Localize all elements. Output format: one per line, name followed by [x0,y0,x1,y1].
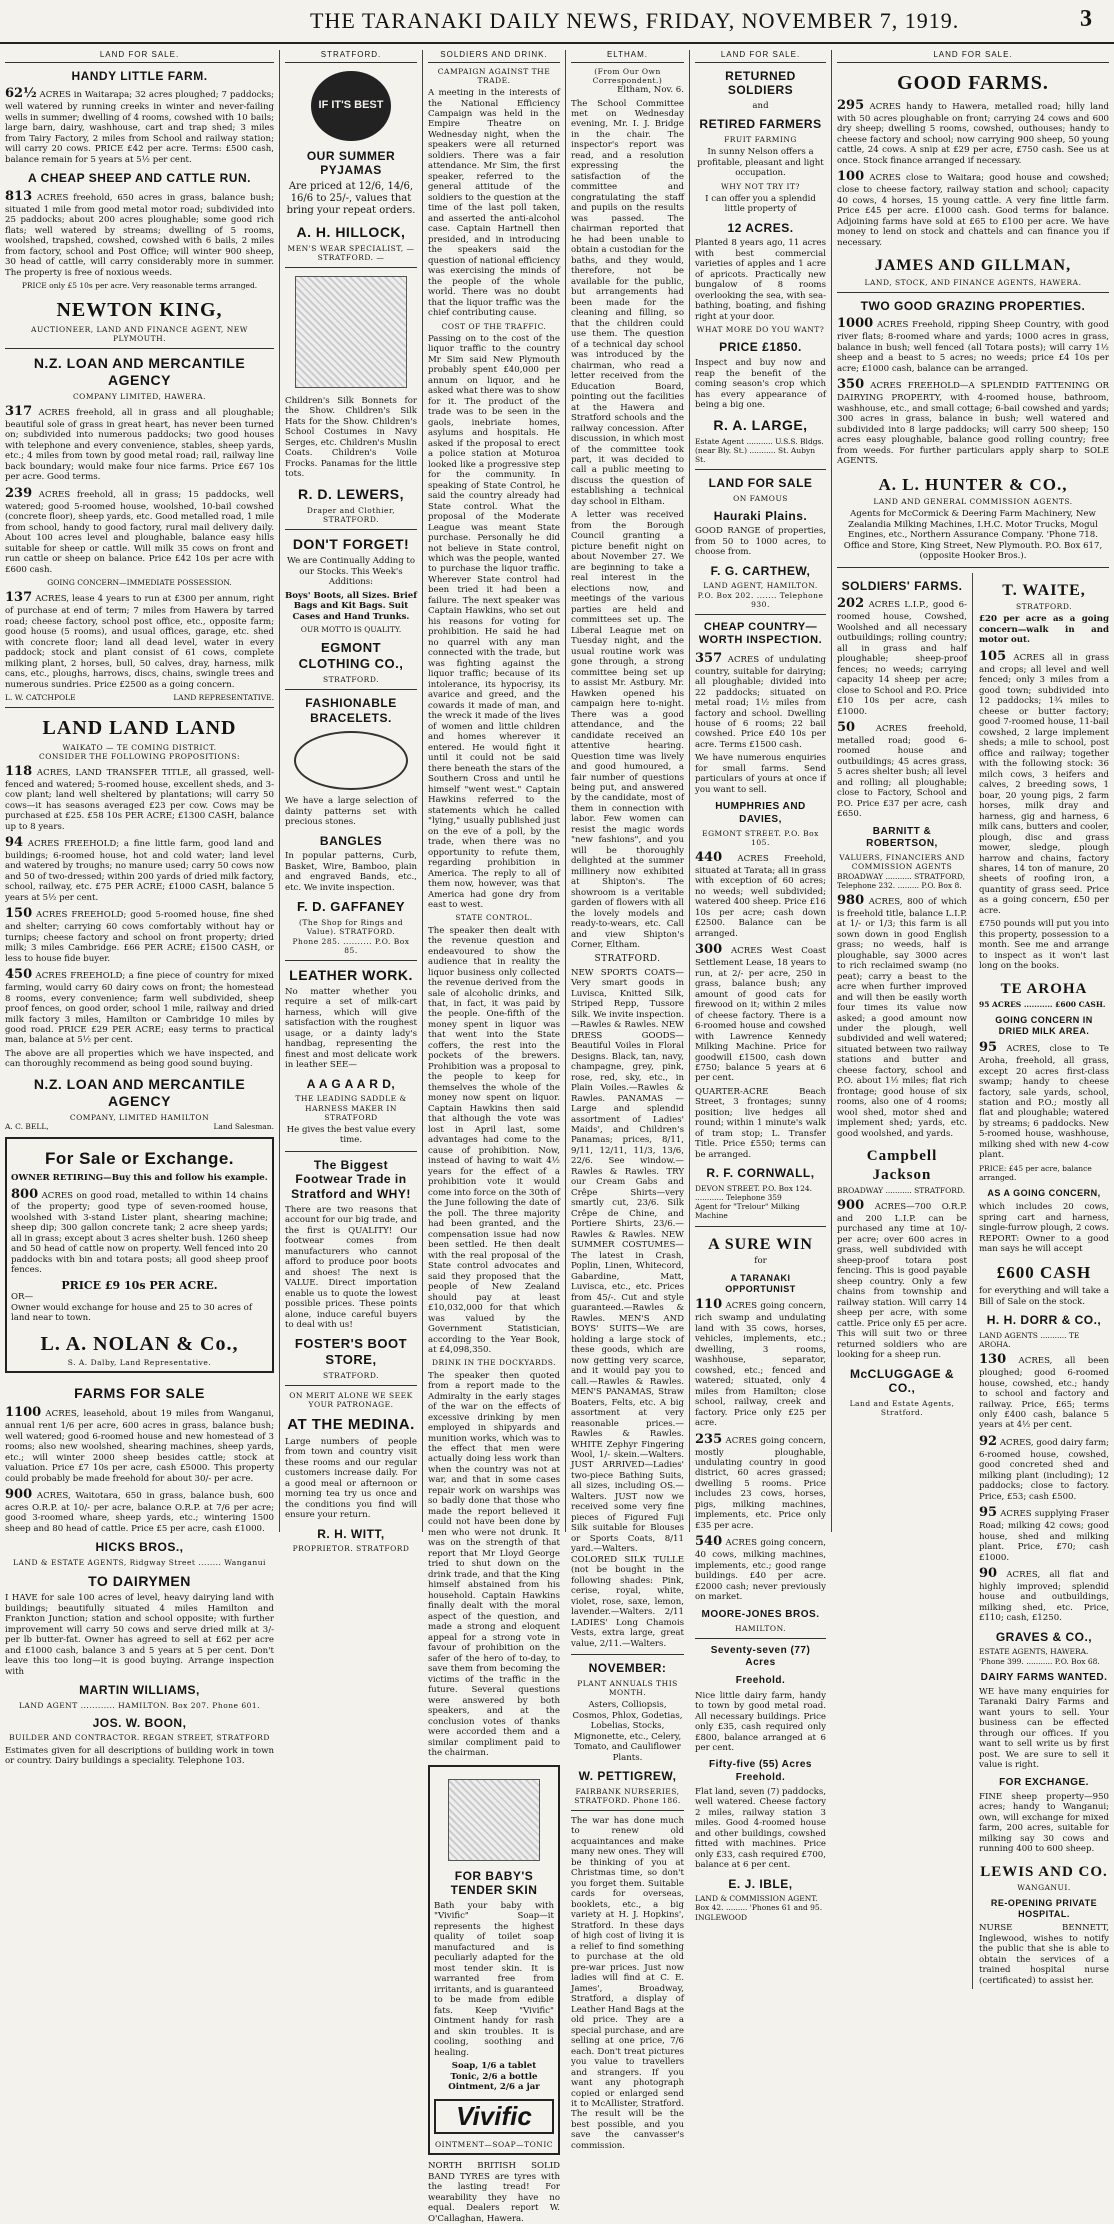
article-headline: SOLDIERS AND DRINK. [428,50,560,63]
section-sub: GOING CONCERN—IMMEDIATE POSSESSION. [47,578,232,588]
masthead-title: THE TARANAKI DAILY NEWS, FRIDAY, NOVEMBER 7, 1919. [310,8,960,33]
agency-sub: COMPANY, LIMITED HAMILTON [69,1113,210,1123]
ad-text: 94 ACRES FREEHOLD; a fine little farm, good land and buildings; 6-roomed house, hot and cold water; land level and watered by troughs; no manure used; carry 50 cows now and 50 of two-dressed; within 200 yards of dried milk factory, school, railway, etc. £75 PER ACRE; £1000 CASH, balance 5 years at 5½ per cent. [5,835,275,903]
column-soldiers-drink: SOLDIERS AND DRINK. CAMPAIGN AGAINST THE TRADE. A meeting in the interests of the National Efficiency Campaign was held in the Empire Theatre on Wednesday night, when the speakers were all returned soldiers. There was a fair attendance. Mr Sim, the first speaker, referred to the general attitude of the soldiers to the question at the time of the last poll taken, and asserted the anti-alcohol case. Captain Hartnell then presided, and in introducing the speakers said the question of national efficiency was exercising the minds of the people of the whole world. There was no doubt that the liquor traffic was the chief contributing cause. COST OF THE TRAFFIC. Passing on to the cost of the liquor traffic to the country Mr Sim said New Plymouth probably spent £40,000 per annum on liquor, and he asked what there was to show for it. The product of the trade was to be seen in the gaols, inebriate homes, asylums and hospitals. He asked if the proposal to erect a police station at Moturoa looked like a progressive step for the community. In speaking of State Control, he said the country already had State control. What the proposal of the Moderate League was meant State purchase. Personally he did not believe in State control, which was the people, wanted to purchase the liquor traffic. Wherever State control had been tried it had been a failure. The next speaker was Captain Hawkins, who set out his reasons for voting for prohibition. He said he had no quarrel with any man connected with the trade, but was fighting against the liquor traffic; because of its intolerance, its hypocrisy, its avarice and greed, and the cowards it made of man, and the wreck it made of the lives of women and little children and homes wherever it entered. He would fight it until it could not be said there beneath the stars of the Southern Cross and until he himself "went west." Captain Hawkins referred to the statements which he called "lying," usually published just on the eve of a poll, by the trade, when there was no opportunity to refute them, regarding prohibition in America. The reply to all of them now, however, was that America had gone dry from east to west. STATE CONTROL. The speaker then dealt with the revenue question and endeavoured to show the audience that in reality the liquor business only collected the revenue derived from the sale of alcoholic drinks, and that, in fact, it was paid by the people. One-fifth of the money spent in liquor was that went into the State coffers, the rest into the pockets of the brewers. Prohibition was a proposal to the people to keep for themselves the whole of the money now spent on liquor. Captain Hawkins then said that although the vote was lost in April last, some advantages had come to the cause of prohibition. Now, instead of having to wait 4½ years for the effect of a prohibition vote it would come into force on the 30th of the June following the date of the poll. The three majority had been granted, and the compensation issue had now been settled. He then dealt with the real proposal of the State control advocates and said they proposed that the people of New Zealand should pay at least £10,032,000 for that which was valued by the Government Statistician, according to the Year Book, at £4,098,350. DRINK IN THE DOCKYARDS. The speaker then quoted from a report made to the Admiralty in the early stages of the war on the effects of excessive drinking by men employed in shipyards and munition works, which was to the effect that men were actually doing less work than when the country was not at war, and that in some cases repair work on warships was so badly done that those who made the report believed it could not have been done by men who were not drunk. It was on the strength of that report that Mr Lloyd George tried to shut down on the drink trade, and that the King himself abstained from his household. Captain Hawkins finally dealt with the moral aspect of the question, and made a strong and eloquent appeal for a strong vote in favour of prohibition on the safer of the hero of to-day, to save them from becoming the victims of the traffic in the future. Several questions were answered by both speakers, and at the conclusion votes of thanks were accorded them and a similar compliment paid to the chairman. FOR BABY'S TENDER SKIN Bath your baby with "Vivific" Soap—it represents the highest quality of toilet soap manufactured and is peculiarly adapted for the most tender skin. It is warranted free from irritants, and is guaranteed to be made from edible fats. Keep "Vivific" Ointment handy for rash and skin troubles. It is cooling, soothing and healing. Soap, 1/6 a tablet Tonic, 2/6 a bottle Ointment, 2/6 a jar Vivific OINTMENT—SOAP—TONIC NORTH BRITISH SOLID BAND TYRES are tyres with the lasting tread! For wearability they have no equal. Dealers report W. O'Callaghan, Hawera. [423,50,566,1532]
ad-text: 317 ACRES freehold, all in grass and all ploughable; beautiful sole of grass in great heart, has never been turned on; subdivided into numerous paddocks; two good houses with telephone and every convenience, stables, sheep yards, etc.; 4 miles from town by good metal road; rail, railway line back boundary; would make four nice farms. Price £67 10s per acre. Good terms. [5,404,274,483]
lower-split [5,1379,274,1769]
best-logo-icon: IF IT'S BEST [311,71,391,141]
agent-name: JOS. W. BOON, [92,1715,187,1730]
ad-text: 239 ACRES freehold, all in grass; 15 paddocks, well watered; good 5-roomed house, woolshed, 10-bail cowshed (concrete floor), sheep yards, etc. Good metalled road, 1 mile from school, handy to good factory, rural mail delivery daily. About 100 acres level and ploughable, balance easy hills suitable for sheep or cattle. Will milk 35 cows on front and run cattle or sheep on balance. Price £42 10s per acre with £600 cash. [5,485,274,575]
page-number: 3 [1080,6,1092,32]
ad-title: A CHEAP SHEEP AND CATTLE RUN. [28,171,251,186]
article-headline: ELTHAM. [571,50,684,63]
column-eltham: ELTHAM. (From Our Own Correspondent.) Eltham, Nov. 6. The School Committee met on Wednesday evening, Mr. I. J. Bridge in the chair. The inspector's report was read, and a resolution expressing the satisfaction of the committee and congratulating the staff and pupils on the results was passed. The chairman reported that he had been unable to obtain a custodian for the baths, and they would, therefore, not be available for the public, but arrangements had been made for the cleaning and filling, so that the children could use them. The question of a technical day school was introduced by the chairman, who read a letter received from the Education Board, pointing out the facilities at the Hawera and Stratford schools and the railway concession. After discussion, in which most of the committee took part, it was decided to call a public meeting to discuss the question of establishing a technical day school in Eltham. A letter was received from the Borough Council granting a picture benefit night on about November 27. We are beginning to take a real interest in the elections now, and meetings of the various parties are held and committees set up. The Liberal League met on Tuesday night, and the usual routine work was gone through, a strong committee being set up to assist Mr. Astbury. Mr. Hawken opened his campaign here to-night. There was a good attendance, and the candidate received an attentive hearing. Question time was lively and good humoured, a fair number of questions being put, and answered by the candidate, most of them in connection with labor. Few women can resist the magic words "new fashions", and you will be thoroughly delighted at the summer millinery now exhibited at Shipton's. The showroom is a veritable garden of flowers with all the lovely models and ready-to-wears, etc. Call and view Shipton's Corner, Eltham. STRATFORD. NEW SPORTS COATS—Very smart goods in Luvisca, Knitted Silk, Striped Repp, Tussore Silk. We invite inspection.—Rawles & Rawles. NEW DRESS GOODS—Beautiful Voiles in Floral Designs. Black, tan, navy, champagne, grey, pink, rose, red, sky, etc., in Plain Voiles.—Rawles & Rawles. PANAMAS — Large and splendid assortment of Ladies' Maids', and Children's Panamas; prices, 8/11, 9/11, 12/11, 11/3, 13/6, 22/6. See window.—Rawles & Rawles. TRY our Cream Gabs and Crêpe Shirts—very smartly cut, 23/6. Silk Crêpe de Chine, and Portiere Shirts, 23/6.—Rawles & Rawles. NEW SUMMER COSTUMES—The latest in Crash, Poplin, Linen, Whitecord, Gabardine, Matt, Luvisca, etc., etc. Prices from 45/-. Cut and style guaranteed.—Rawles & Rawles. MEN'S AND BOYS' SUITS—We are holding a large stock of these goods, which are now getting very scarce, and it would pay you to call.—Rawles & Rawles. MEN'S PANAMAS, Straw Boaters, Felts, etc. A big assortment at very reasonable prices.—Rawles & Rawles. WHITE Zephyr Fingering Wool, 1/- skein.—Walters. JUST ARRIVED—Ladies' two-piece Bathing Suits, all sizes, including OS.—Walters. JUST now we received some very fine pieces of Figured Fuji Silk suitable for Blouses or Sports Coats, 8/11 yard.—Walters. COLORED SILK TULLE (not be bought in the following shades: Pink, cerise, royal, white, violet, rose, saxe, lemon, lavender.—Walters. 2/11 LADIES' Long Chamois Vests, extra large, great value, 2/11.—Walters. NOVEMBER: PLANT ANNUALS THIS MONTH. Asters, Colliopsis, Cosmos, Phlox, Godetias, Lobelias, Stocks, Mignonette, etc., Celery, Tomato, and Cauliflower Plants. W. PETTIGREW, FAIRBANK NURSERIES, STRATFORD. Phone 186. The war has done much to renew old acquaintances and make many new ones. They will be thinking of you at Christmas time, so don't you forget them. Suitable cards for overseas, booklets, etc., a big variety at H. J. Hopkins', Stratford. In these days of high cost of living it is a relief to find something to purchase at the old pre-war prices. Just now ladies will find at C. E. James', Broadway, Stratford, a display of Leather Hand Bags at the old price. They are a special purchase, and are selling at one price, 7/6 each. Don't treat pictures you value to travellers and strangers. If you want any photograph copied or enlarged send it to McAllister, Stratford. The result will be the best possible, and you save the canvasser's commission. [566,50,690,1532]
ad-text: 813 ACRES freehold, 650 acres in grass, balance bush; situated 1 mile from good metal motor road; subdivided into 25 paddocks; about 200 acres ploughable; some good rich flats; well watered by streams; dwelling of 5 rooms, woolshed, trapshed, cowshed, cowshed with 6 bails, 2 miles from factory, school and Post Office; will winter 900 sheep, 30 head of cattle, will carry considerably more in summer. The property is free of noxious weeds. [5,188,274,278]
column-header: STRATFORD. [285,50,417,63]
agency-sub: COMPANY LIMITED, HAWERA. [72,391,207,401]
land-title: LAND LAND LAND [42,717,237,740]
ad-title: HANDY LITTLE FARM. [71,68,208,83]
ad-price: PRICE only £5 10s per acre. Very reasonable terms arranged. [21,281,258,291]
agent-name: HICKS BROS., [95,1540,184,1555]
signature: A. C. BELL, Land Salesman. [5,1122,274,1132]
bonnet-illustration-icon [295,276,407,388]
ad-text: 118 ACRES, LAND TRANSFER TITLE, all grassed, well-fenced and watered; 5-roomed house, excellent sheds, and 3-cow plant; land well sheltered by plantations; will carry 50 cows—it has seasons averaged £23 per cow. Cows may be purchased at £25. £58 10s PER ACRE; £1300 CASH, balance up to 8 years. [5,763,275,832]
land-sub2: CONSIDER THE FOLLOWING PROPOSITIONS: [38,751,241,761]
ad-text: 137 ACRES, lease 4 years to run at £300 per annum, right of purchase at end of term; 7 miles from Hawera by tarred road; cheese factory, school post office, etc., opposite farm; good house (5 rooms), and usual offices, garage, etc. shed with concrete floor; land all dead level, water in every paddock; stock and plant consist of 61 cows, complete milking plant, 2 horses, bull, 50 calves, dray, harness, milk cans, etc., ploughs, harrows, discs, chains, swingle trees and numerous sundries. Price £2500 as a going concern. [5,590,275,690]
split-row [837,573,1109,1989]
exchange-title: For Sale or Exchange. [44,1149,235,1169]
column-land-for-sale-2: LAND FOR SALE. RETURNED SOLDIERS and RETIRED FARMERS FRUIT FARMING In sunny Nelson offers a profitable, pleasant and light occupation. WHY NOT TRY IT? I can offer you a splendid little property of 12 ACRES. Planted 8 years ago, 11 acres with best commercial varieties of apples and 1 acre of apricots. Practically new bungalow of 8 rooms overlooking the sea, with sea-bathing, boating, and fishing right at your door. WHAT MORE DO YOU WANT? PRICE £1850. Inspect and buy now and reap the benefit of the coming season's crop which has every appearance of being a big one. R. A. LARGE, Estate Agent ........... U.S.S. Bldgs. (near Bly. St.) ........... St. Aubyn St. LAND FOR SALE ON FAMOUS Hauraki Plains. GOOD RANGE of properties, from 50 to 1000 acres, to choose from. F. G. CARTHEW, LAND AGENT, HAMILTON. P.O. Box 202. ....... Telephone 930. CHEAP COUNTRY—WORTH INSPECTION. 357 ACRES of undulating country, suitable for dairying; all ploughable; divided into 22 paddocks; situated on metal road; 1½ miles from factory and school. Dwelling house of 6 rooms; 22 bail cowshed. Price £40 10s per acre. Terms £1500 cash. We have numerous enquiries for small farms. Send particulars of yours at once if you want to sell. HUMPHRIES AND DAVIES, EGMONT STREET. P.O. Box 105. 440 ACRES Freehold, situated at Tarata; all in grass with exception of 60 acres; no weeds; well subdivided; watered 400 sheep. Price £16 10s per acre; cash down £2500. Balance can be arranged. 300 ACRES West Coast Settlement Lease, 18 years to run, at 2/- per acre, 250 in grass, balance bush; any amount of good cats for firewood on it; within 2 miles of cheese factory. There is a 6-roomed house and cowshed with Lawrence Kennedy Milking Machine. Price for goodwill £1500, cash down £750; balance 5 years at 6 per cent. QUARTER-ACRE Beach Street, 3 frontages; sunny position; live hedges all round; within 1 minute's walk of tram stop; L. Transfer Title. Price £550; terms can be arranged. R. F. CORNWALL, DEVON STREET. P.O. Box 124. ............ Telephone 359 Agent for "Trelour" Milking Machine A SURE WIN for A TARANAKI OPPORTUNIST 110 ACRES going concern, rich swamp and undulating land with 35 cows, horses, vehicles, implements, etc.; dwelling, 3 rooms, washhouse, separator, cowshed, etc.; fenced and watered; situated, only 4 miles from Hamilton; close school, railway, creek and factory. Price only £25 per acre. 235 ACRES going concern, mostly ploughable, undulating country in good district, 60 acres grassed; dwelling 5 rooms. Price includes 23 cows, horses, pigs, milking machines, implements, etc. Price only £35 per acre. 540 ACRES going concern, 40 cows, milking machines, implements, etc.; good range buildings. £40 per acre. £2000 cash; never previously on market. MOORE-JONES BROS. HAMILTON. Seventy-seven (77) Acres Freehold. Nice little dairy farm, handy to town by good metal road. All necessary buildings. Price only £35, cash required only £800, balance arranged at 6 per cent. Fifty-five (55) Acres Freehold. Flat land, seven (7) paddocks, well watered. Cheese factory 2 miles, railway station 3 miles. Good 4-roomed house and other buildings, cowshed fitted with machines. Price only £33, cash required £700, balance at 6 per cent. E. J. IBLE, LAND & COMMISSION AGENT. Box 42. ......... 'Phones 61 and 95. INGLEWOOD [690,50,832,1532]
dairymen-title: TO DAIRYMEN [88,1573,191,1590]
ad-text: 62½ ACRES in Waitarapa; 32 acres ploughed; 7 paddocks; well watered by running creeks in winter and never-failing wells in summer; dwelling of 4 rooms, cowshed with 10 bails; large barn, dairy, washhouse, cart and trap shed; 3 miles from Tairy Factory, 2 miles from School and railway station; will carry 20 cows. PRICE £42 per acre. Terms: £500 cash, balance remain for 5 years at 5½ per cent. [5,86,275,165]
exchange-or-text: Owner would exchange for house and 25 to 30 acres of land near to town. [11,1302,253,1324]
column-good-farms: LAND FOR SALE. GOOD FARMS. 295 ACRES handy to Hawera, metalled road; hilly land with 50 acres ploughable on front; carrying 24 cows and 600 dry sheep; dwelling 5 rooms, cowshed, outhouses; handy to cheese factory and school; now carrying 900 sheep, 50 young cattle, 24 cows. A snip at £29 per acre, £750 cash. See us at once. Stock finance arranged if necessary. 100 ACRES close to Waitara; good house and cowshed; close to cheese factory, railway station and school; capacity 40 cows, 4 horses, 15 young cattle. A very fine little farm. Price £45 per acre. £1000 cash. Good terms for balance. Adjoining farms have sold at £65 to £100 per acre. We have money to lend on stock and chattels and can finance you if necessary. JAMES AND GILLMAN, LAND, STOCK, AND FINANCE AGENTS, HAWERA. TWO GOOD GRAZING PROPERTIES. 1000 ACRES Freehold, ripping Sheep Country, with good river flats; 8-roomed whare and yards; 1000 acres in grass, balance in bush; well fenced (all Totara posts); will carry 1½ sheep and a beast to 5 acres; no weeds; price £4 10s per acre; £1000 cash, balance can be arranged. 350 ACRES FREEHOLD—A SPLENDID FATTENING OR DAIRYING PROPERTY, with 4-roomed house, bathroom, washhouse, etc., and small cottage; 6-bail cowshed and yards; 300 acres in grass, balance in bush; well watered and subdivided into 8 large paddocks; will carry 500 sheep; 150 acres easy ploughable, balance good rolling country; free from weeds. For further particulars apply sharp to SOLE AGENTS. A. L. HUNTER & CO., LAND AND GENERAL COMMISSION AGENTS. Agents for McCormick & Deering Farm Machinery, New Zealandia Milking Machines, I.H.C. Motor Trucks, Mogul Engines, etc., Northern Assurance Company. 'Phone 718. Office and Store, King Street, New Plymouth. P.O. Box 617, (opposite Hooker Bros.). SOLDIERS' FARMS. 202 ACRES L.I.P., good 6-roomed house, Cowshed, Woolshed and all necessary outbuildings; rolling country; all in grass and half ploughable; sheep-proof fences; no weeds; carrying capacity 14 sheep per acre; close to School and P.O. Price £10 10s per acre, cash £1000. 50 ACRES freehold, metalled road; good 6-roomed house and outbuildings; 45 acres grass, 5 acres shelter bush; all level and rolling; all ploughable; close to Factory, School and P.O. Price £37 per acre, cash £650. BARNITT & ROBERTSON, VALUERS, FINANCIERS AND COMMISSION AGENTS BROADWAY ........... STRATFORD, Telephone 232. ......... P.O. Box 8. 980 ACRES, 800 of which is freehold title, balance L.I.P. at 1/- or 1/3; this farm is all sown down in good English grass; no weeds, half is ploughable, say 3000 acres to rich reclaimed swamp (no peat); carry a beast to the acre when further improved and will then be easily worth four times its value now asked; a good amount now under the plough, well subdivided and well watered; situated between two railway stations and butter and cheese factory, school and P.O. about 1½ miles; flat rich frontage; good house of six rooms, also one of 4 rooms; wool shed, motor shed and implement shed; yards, etc. good woolshed, and yards. Campbell Jackson BROADWAY ........... STRATFORD. 900 ACRES—700 O.R.P. and 200 L.I.P. can be purchased any time at 10/- per acre; over 600 acres in grass, well subdivided with sheep-proof totara post fencing. This is good payable sheep country. Only a few chains from township and railway station. Will carry 14 sheep per acre, with some cattle. Price only £5 per acre. This will suit two or three returned soldiers who are looking for a sheep run. McCLUGGAGE & CO., Land and Estate Agents, Stratford. T. WAITE, STRATFORD. £20 per acre as a going concern—walk in and motor out. 105 ACRES all in grass and crops; all level and well fenced; only 3 miles from a good town; subdivided into 12 paddocks; 1¾ miles to cheese or butter factory; good 7-roomed house, 11-bail cowshed, 2 large implement sheds; a mile to school, post office and railway; together with the following stock: 36 milch cows, 3 heifers and calves, 2 breeding sows, 1 boar, 20 young pigs, 2 farm horses, milk dray and harness, gig and harness, 6 milk cans, butters and cooler, plough, disc and grass mower, sledge, plough harrow and chains, factory shares, 14 ton of manure, 20 sheets of roofing iron, a quantity of grass seed. Price as a going concern, £50 per acre. £750 pounds will put you into this property, possession to a month. See me and arrange to inspect as it won't last long on the books. TE AROHA 95 ACRES ........... £600 CASH. GOING CONCERN IN DRIED MILK AREA. 95 ACRES, close to Te Aroha, freehold, all grass, except 20 acres first-class swamp; handy to cheese factory, sale yards, school, station and P.O.; mostly all flat and ploughable; watered by streams; 6 paddocks. New 5-roomed house, washhouse, milking shed with new 4-cow plant. PRICE: £45 per acre, balance arranged. AS A GOING CONCERN, which includes 20 cows, spring cart and harness, single-furrow plough, 2 cows. REPORT: Owner to a good man says he will accept £600 CASH for everything and will take a Bill of Sale on the stock. H. H. DORR & CO., LAND AGENTS ........... TE AROHA. 130 ACRES, all been ploughed; good 6-roomed house, cowshed, etc.; handy to school and factory and railway. Price, £65; terms only £400 cash, balance 5 years at 4½ per cent. 92 ACRES, good dairy farm; 6-roomed house, cowshed, good concreted shed and milking plant (including); 12 paddocks; close to factory. Price, £53; cash £500. 95 ACRES supplying Fraser Road; milking 42 cows; good house, shed and milking plant. Price, £70; cash £1000. 90 ACRES, all flat and highly improved; splendid house and outbuildings, milking shed, etc. Price, £110; cash, £1250. GRAVES & CO., ESTATE AGENTS, HAWERA. 'Phone 399. ........... P.O. Box 68. DAIRY FARMS WANTED. WE have many enquiries for Taranaki Dairy Farms and want yours to sell. Your business can be effected through our offices. If you want to sell write us by first post. We are sure to sell it value is right. FOR EXCHANGE. FINE sheep property—950 acres; handy to Wanganui; own, will exchange for mixed farm, 200 acres, suitable for milking say 30 cows and running 400 to 600 sheep. LEWIS AND CO. WANGANUI. RE-OPENING PRIVATE HOSPITAL. NURSE BENNETT, Inglewood, wishes to notify the public that she is able to obtain the services of a trained hospital nurse (certificated) to assist her. [832,50,1114,1532]
agent-sub: S. A. Dalby, Land Representative. [67,1358,212,1368]
land-sub: WAIKATO — TE COMING DISTRICT. [62,742,217,752]
agent-name: MARTIN WILLIAMS, [79,1683,200,1698]
agency-title: N.Z. LOAN AND MERCANTILE AGENCY [33,1075,246,1109]
ad-text: 800 ACRES on good road, metalled to within 14 chains of the property; good type of seven-roomed house, woolshed with 3-stand Lister plant, shearing machine; sheep dip; 300 gallon concrete tank; 2 acre sheep yards; all in grass; except about 3 acres shelter bush. 1260 sheep and 50 head of cattle now on property. Well fenced into 20 paddocks with bin and totara posts; all good sheep proof fences. [11,1186,268,1276]
waite-panel: T. WAITE, STRATFORD. £20 per acre as a going concern—walk in and motor out. 105 ACRES all in grass and crops; all level and well fenced; only 3 miles from a good town; subdivided into 12 paddocks; 1¾ miles to cheese or butter factory; good 7-roomed house, 11-bail cowshed, 2 large implement sheds; a mile to school, post office and railway; together with the following stock: 36 milch cows, 3 heifers and calves, 2 breeding sows, 1 boar, 20 young pigs, 2 farm horses, milk dray and harness, gig and harness, 6 milk cans, butters and cooler, plough, disc and grass mower, sledge, plough harrow and chains, factory shares, 14 ton of manure, 20 sheets of roofing iron, a quantity of grass seed. Price as a going concern, £50 per acre. £750 pounds will put you into this property, possession to a month. See me and arrange to inspect as it won't last long on the books. TE AROHA 95 ACRES ........... £600 CASH. GOING CONCERN IN DRIED MILK AREA. 95 ACRES, close to Te Aroha, freehold, all grass, except 20 acres first-class swamp; handy to cheese factory, sale yards, school, station and P.O.; mostly all flat and ploughable; watered by streams; 6 paddocks. New 5-roomed house, washhouse, milking shed with new 4-cow plant. PRICE: £45 per acre, balance arranged. AS A GOING CONCERN, which includes 20 cows, spring cart and harness, single-furrow plough, 2 cows. REPORT: Owner to a good man says he will accept £600 CASH for everything and will take a Bill of Sale on the stock. H. H. DORR & CO., LAND AGENTS ........... TE AROHA. 130 ACRES, all been ploughed; good 6-roomed house, cowshed, etc.; handy to school and factory and railway. Price, £65; terms only £400 cash, balance 5 years at 4½ per cent. 92 ACRES, good dairy farm; 6-roomed house, cowshed, good concreted shed and milking plant (including); 12 paddocks; close to factory. Price, £53; cash £500. 95 ACRES supplying Fraser Road; milking 42 cows; good house, shed and milking plant. Price, £70; cash £1000. 90 ACRES, all flat and highly improved; splendid house and outbuildings, milking shed, etc. Price, £110; cash, £1250. GRAVES & CO., ESTATE AGENTS, HAWERA. 'Phone 399. ........... P.O. Box 68. DAIRY FARMS WANTED. WE have many enquiries for Taranaki Dairy Farms and want yours to sell. Your business can be effected through our offices. If you want to sell write us by first post. We are sure to sell it value is right. FOR EXCHANGE. FINE sheep property—950 acres; handy to Wanganui; own, will exchange for mixed farm, 200 acres, suitable for milking say 30 cows and running 400 to 600 sheep. LEWIS AND CO. WANGANUI. RE-OPENING PRIVATE HOSPITAL. NURSE BENNETT, Inglewood, wishes to notify the public that she is able to obtain the services of a trained hospital nurse (certificated) to assist her. [979,581,1110,1986]
ad-text: 450 ACRES FREEHOLD; a fine piece of country for mixed farming, would carry 60 dairy cows on front; the homestead 8 rooms, every convenience; farm well subdivided, sheep proof fences, on good order, school 1 mile, railway and dried milk factory 3 miles, Hamilton or Cambridge 10 miles by good road. PRICE £29 PER ACRE; easy terms to practical man, balance at 5½ per cent. [5,967,275,1046]
column-header: LAND FOR SALE. [5,50,274,63]
farms-panel: FARMS FOR SALE 1100 ACRES, leasehold, about 19 miles from Wanganui, annual rent 1/6 per acre, 600 acres in grass, balance bush; well watered; good 6-roomed house and new homestead of 3 rooms; also new woolshed, shearing machines, sheep yards, etc.; will winter 2000 sheep besides cattle; stock at valuation. Price £7 10s per acre, cash £5000. This property could probably be made freehold for about 30/- per acre. 900 ACRES, Waitotara, 650 in grass, balance bush, 600 acres O.R.P. at 10/- per acre, balance O.R.P. at 7/6 per acre; good 3-roomed whare, sheep yards, etc.; wintering 1500 sheep and 80 head of cattle. Price £5 per acre, cash £1000. HICKS BROS., LAND & ESTATE AGENTS, Ridgway Street ........ Wanganui TO DAIRYMEN I HAVE for sale 100 acres of level, heavy dairying land with buildings; beautifully situated 4 miles Hamilton and Frankton Junction; station and school opposite; with further improvement will carry 50 cows and serve dried milk at 3/- per lb butter-fat. Owner has agreed to sell at £62 per acre and £1000 cash, balance 3 and 5 years at 5 per cent. Don't leave this too long—it is good buying. Arrange inspection with MARTIN WILLIAMS, LAND AGENT ............ HAMILTON. Box 207. Phone 601. JOS. W. BOON, BUILDER AND CONTRACTOR. REGAN STREET, STRATFORD Estimates given for all descriptions of building work in town or country. Dairy buildings a speciality. Telephone 103. [5,1385,275,1767]
exchange-or: OR— [11,1292,34,1303]
baby-illustration-icon [448,1779,540,1861]
agent-name: L. A. NOLAN & Co., [40,1332,239,1355]
agent-name: NEWTON KING, [56,299,223,322]
soldiers-farms-panel: SOLDIERS' FARMS. 202 ACRES L.I.P., good 6-roomed house, Cowshed, Woolshed and all necessary outbuildings; rolling country; all in grass and half ploughable; sheep-proof fences; no weeds; carrying capacity 14 sheep per acre; close to School and P.O. Price £10 10s per acre, cash £1000. 50 ACRES freehold, metalled road; good 6-roomed house and outbuildings; 45 acres grass, 5 acres shelter bush; all level and rolling; all ploughable; close to Factory, School and P.O. Price £37 per acre, cash £650. BARNITT & ROBERTSON, VALUERS, FINANCIERS AND COMMISSION AGENTS BROADWAY ........... STRATFORD, Telephone 232. ......... P.O. Box 8. 980 ACRES, 800 of which is freehold title, balance L.I.P. at 1/- or 1/3; this farm is all sown down in good English grass; no weeds, half is ploughable, say 3000 acres to rich reclaimed swamp (no peat); carry a beast to the acre when further improved and will then be easily worth four times its value now asked; a good amount now under the plough, well subdivided and well watered; situated between two railway stations and butter and cheese factory, school and P.O. about 1½ miles; flat rich frontage; good house of six rooms, also one of 4 rooms; wool shed, motor shed and implement shed; yards, etc. good woolshed, and yards. Campbell Jackson BROADWAY ........... STRATFORD. 900 ACRES—700 O.R.P. and 200 L.I.P. can be purchased any time at 10/- per acre; over 600 acres in grass, well subdivided with sheep-proof totara post fencing. This is good payable sheep country. Only a few chains from township and railway station. Will carry 14 sheep per acre, with some cattle. Price only £5 per acre. This will suit two or three returned soldiers who are looking for a sheep run. McCLUGGAGE & CO., Land and Estate Agents, Stratford. [837,573,973,1989]
column-stratford-ads: STRATFORD. IF IT'S BEST OUR SUMMER PYJAMAS Are priced at 12/6, 14/6, 16/6 to 25/-, values that bring your repeat orders. A. H. HILLOCK, MEN'S WEAR SPECIALIST, — STRATFORD. — Children's Silk Bonnets for the Show. Children's Silk Hats for the Show. Children's School Costumes in Navy Serges, etc. Children's Muslin Coats. Children's Voile Frocks. Panamas for the little tots. R. D. LEWERS, Draper and Clothier, STRATFORD. DON'T FORGET! We are Continually Adding to our Stocks. This Week's Additions: Boys' Boots, all Sizes. Brief Bags and Kit Bags. Suit Cases and Hand Trunks. OUR MOTTO IS QUALITY. EGMONT CLOTHING CO., STRATFORD. FASHIONABLE BRACELETS. We have a large selection of dainty patterns set with precious stones. BANGLES In popular patterns, Curb, Basket, Wire, Bamboo, plain and engraved Bands, etc., etc. We invite inspection. F. D. GAFFANEY (The Shop for Rings and Value). STRATFORD. Phone 285. .......... P.O. Box 85. LEATHER WORK. No matter whether you require a set of milk-cart harness, which will give satisfaction with the roughest usage, or a dainty lady's handbag, representing the finest and most delicate work in leather SEE— A A G A A R D, THE LEADING SADDLE & HARNESS MAKER IN STRATFORD He gives the best value every time. The Biggest Footwear Trade in Stratford and WHY! There are two reasons that account for our big trade, and the first is QUALITY! Our footwear comes from manufacturers who cannot afford to produce poor boots and shoes! The next is VALUE. Direct importation enable us to quote the lowest possible prices. These points alone, induce careful buyers to deal with us! FOSTER'S BOOT STORE, STRATFORD. ON MERIT ALONE WE SEEK YOUR PATRONAGE. AT THE MEDINA. Large numbers of people from town and country visit these rooms and our regular customers increase daily. For a good meal or afternoon or morning tea try us once and the conditions you find will ensure your return. R. H. WITT, PROPRIETOR. STRATFORD [280,50,423,1532]
exchange-price: PRICE £9 10s PER ACRE. [61,1278,218,1292]
exchange-box [5,1137,274,1373]
exchange-head: OWNER RETIRING—Buy this and follow his example. [11,1173,268,1184]
masthead [0,0,1114,44]
vivific-logo: Vivific [434,2099,554,2135]
ad-footer: The above are all properties which we have inspected, and can thoroughly recommend as being good sound buying. [5,1048,274,1070]
bracelet-illustration-icon [294,731,408,790]
signature: L. W. CATCHPOLE LAND REPRESENTATIVE. [5,693,274,703]
column-header: LAND FOR SALE. [695,50,826,63]
ad-text: 150 ACRES FREEHOLD; good 5-roomed house, fine shed and shelter; carrying 60 cows comfortably without hay or turnips; cheese factory and school on front property; dried milk; 3 miles Cambridge. £66 PER ACRE; £1500 CASH, or less to house fide buyer. [5,906,274,964]
vivific-ad: FOR BABY'S TENDER SKIN Bath your baby with "Vivific" Soap—it represents the highest quality of toilet soap manufactured and is peculiarly adapted for the most tender skin. It is warranted free from irritants, and is guaranteed to be made from edible fats. Keep "Vivific" Ointment handy for rash and skin troubles. It is cooling, soothing and healing. Soap, 1/6 a tablet Tonic, 2/6 a bottle Ointment, 2/6 a jar Vivific OINTMENT—SOAP—TONIC [428,1765,560,2156]
agency-title: N.Z. LOAN AND MERCANTILE AGENCY [33,354,246,388]
column-land-for-sale [0,50,280,1767]
column-header: LAND FOR SALE. [837,50,1109,63]
agent-sub: AUCTIONEER, LAND AND FINANCE AGENT, NEW PLYMOUTH. [31,324,248,343]
